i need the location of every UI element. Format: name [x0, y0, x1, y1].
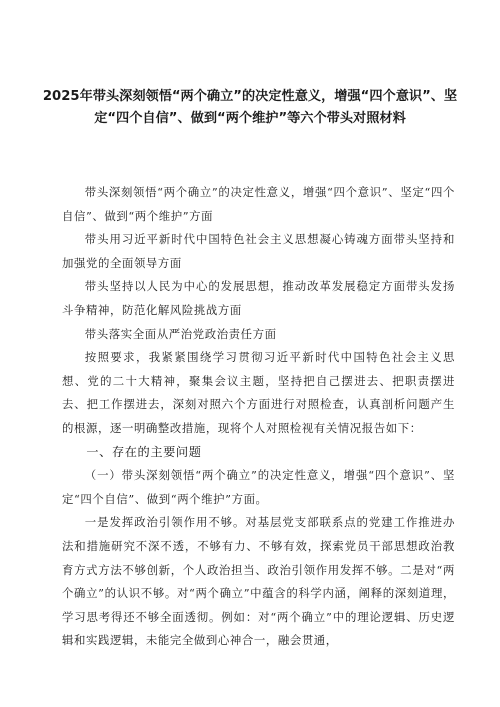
body-paragraph: 一是发挥政治引领作用不够。对基层党支部联系点的党建工作推进办法和措施研究不深不透，不够有力、不够有效，探索党员干部思想政治教育方式方法不够创新，个人政治担当、政治引领作用发挥不够。二是对“两个确立”的认识不够。对“两个确立”中蕴含的科学内涵，阐释的深刻道理，学习思考得还不够全面透彻。例如：对“两个确立”中的理论逻辑、历史逻辑和实践逻辑，未能完全做到心神合一，融会贯通， — [62, 515, 455, 648]
subsection-heading: （一）带头深刻领悟“两个确立”的决定性意义，增强“四个意识”、坚定“四个自信”、做到“两个维护”方面。 — [62, 468, 455, 506]
topic-3: 带头坚持以人民为中心的发展思想，推动改革发展稳定方面带头发扬斗争精神，防范化解风险挑战方面 — [62, 279, 455, 317]
topic-1: 带头深刻领悟“两个确立”的决定性意义，增强“四个意识”、坚定“四个自信”、做到“两个维护”方面 — [62, 185, 455, 223]
document-body — [62, 181, 455, 653]
document-title: 2025年带头深刻领悟“两个确立”的决定性意义，增强“四个意识”、坚定“四个自信”、做到“两个维护”等六个带头对照材料 — [42, 89, 458, 126]
section-heading: 一、存在的主要问题 — [86, 444, 202, 459]
topic-2: 带头用习近平新时代中国特色社会主义思想凝心铸魂方面带头坚持和加强党的全面领导方面 — [62, 232, 455, 270]
topic-4: 带头落实全面从严治党政治责任方面 — [84, 326, 277, 341]
intro-paragraph: 按照要求，我紧紧围绕学习贯彻习近平新时代中国特色社会主义思想、党的二十大精神，聚集会议主题，坚持把自己摆进去、把职责摆进去、把工作摆进去，深刻对照六个方面进行对照检查，认真剖析问题产生的根源，逐一明确整改措施，现将个人对照检视有关情况报告如下： — [62, 350, 455, 435]
